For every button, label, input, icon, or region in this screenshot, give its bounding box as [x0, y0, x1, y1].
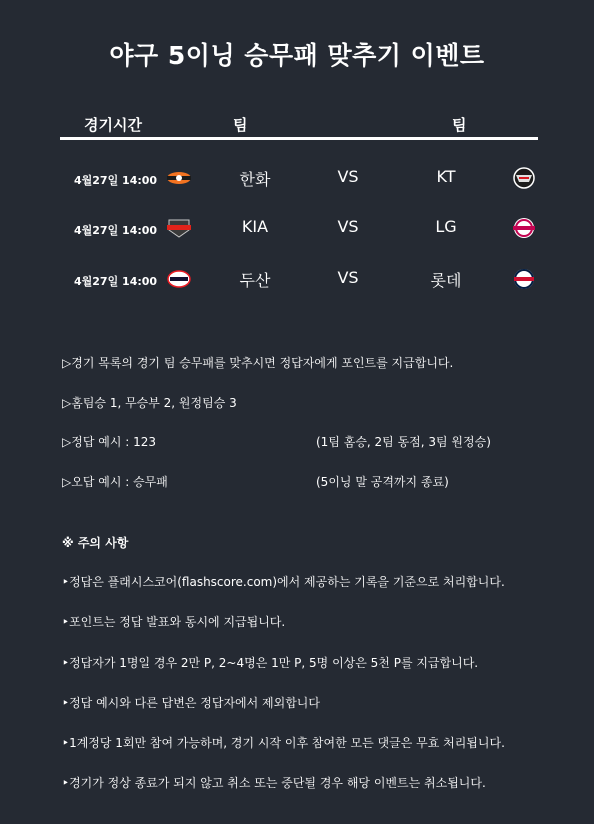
header-away-team: 팀: [452, 116, 467, 134]
doosan-logo-icon: [162, 267, 196, 291]
away-team: KT: [436, 167, 456, 186]
example-correct: ▷정답 예시 : 123: [62, 435, 156, 449]
home-team: 한화: [239, 170, 271, 189]
caution-item: ‣정답 예시와 다른 답변은 정답자에서 제외합니다: [62, 696, 320, 710]
lotte-logo-icon: [507, 267, 541, 291]
caution-item: ‣1계정당 1회만 참여 가능하며, 경기 시작 이후 참여한 모든 댓글은 무효 처리됩니다.: [62, 736, 505, 750]
header-home-team: 팀: [233, 116, 248, 134]
vs-label: VS: [337, 217, 359, 236]
caution-item: ‣정답은 플래시스코어(flashscore.com)에서 제공하는 기록을 기준으로 처리합니다.: [62, 575, 505, 589]
game-row: [0, 164, 594, 194]
game-time: 4월27일 14:00: [74, 224, 158, 237]
kt-logo-icon: [507, 166, 541, 190]
away-team: 롯데: [430, 271, 462, 290]
example-wrong: ▷오답 예시 : 승무패: [62, 475, 168, 489]
kia-logo-icon: [162, 216, 196, 240]
caution-item: ‣경기가 정상 종료가 되지 않고 취소 또는 중단될 경우 해당 이벤트는 취소됩니다.: [62, 776, 486, 790]
hanwha-logo-icon: [162, 166, 196, 190]
caution-item: ‣정답자가 1명일 경우 2만 P, 2~4명은 1만 P, 5명 이상은 5천 P를 지급합니다.: [62, 656, 479, 670]
vs-label: VS: [337, 167, 359, 186]
game-row: [0, 214, 594, 244]
caution-title: ※ 주의 사항: [62, 536, 129, 550]
caution-item: ‣포인트는 정답 발표와 동시에 지급됩니다.: [62, 615, 286, 629]
rule-note: ▷홈팀승 1, 무승부 2, 원정팀승 3: [62, 396, 237, 410]
game-time: 4월27일 14:00: [74, 275, 158, 288]
away-team: LG: [435, 217, 457, 236]
vs-label: VS: [337, 268, 359, 287]
home-team: 두산: [239, 271, 271, 290]
game-row: [0, 265, 594, 295]
page-title: 야구 5이닝 승무패 맞추기 이벤트: [109, 41, 485, 70]
example-correct-detail: (1팀 홈승, 2팀 동점, 3팀 원정승): [316, 435, 491, 449]
home-team: KIA: [241, 217, 269, 236]
rule-note: ▷경기 목록의 경기 팀 승무패를 맞추시면 정답자에게 포인트를 지급합니다.: [62, 356, 454, 370]
header-divider: [60, 137, 538, 140]
header-time: 경기시간: [84, 116, 142, 134]
example-wrong-detail: (5이닝 말 공격까지 종료): [316, 475, 449, 489]
game-time: 4월27일 14:00: [74, 174, 158, 187]
lg-logo-icon: [507, 216, 541, 240]
